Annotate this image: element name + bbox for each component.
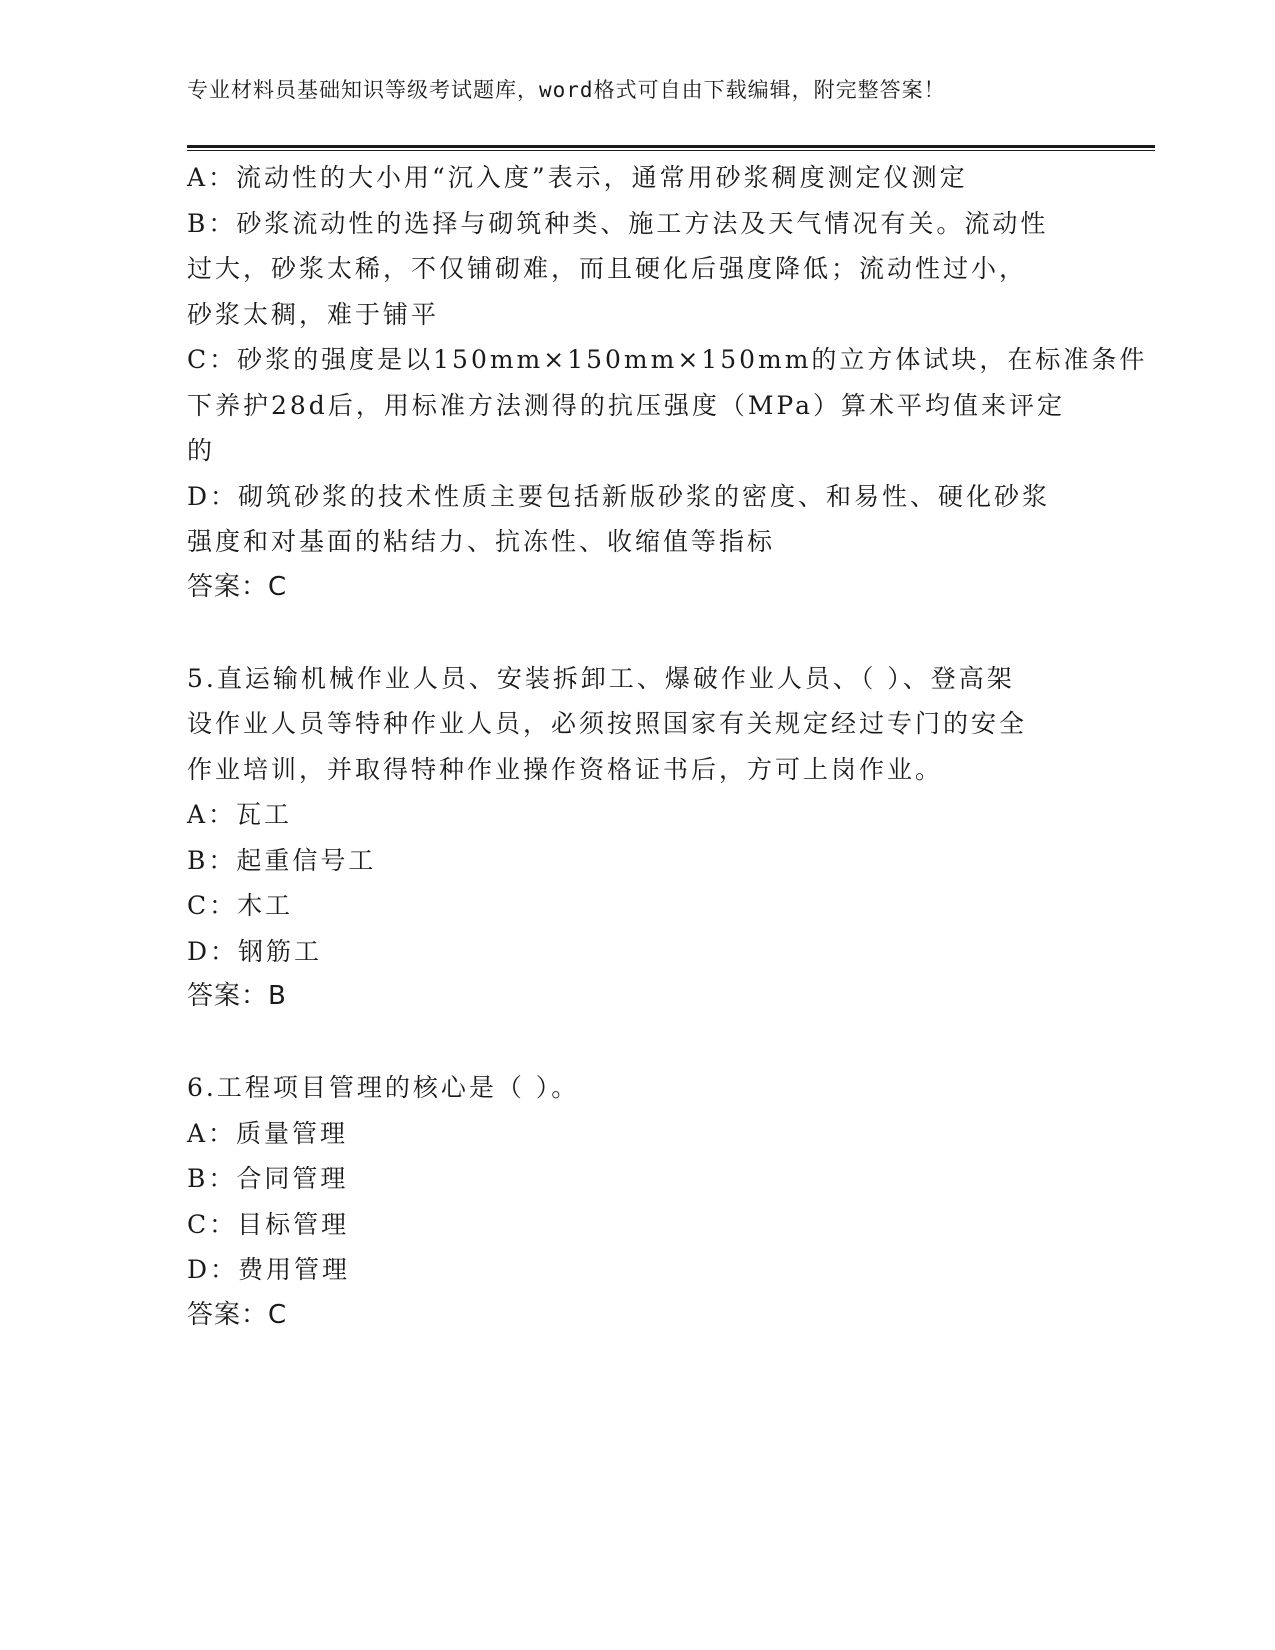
question-content [187, 155, 1148, 1338]
text-line: D：砌筑砂浆的技术性质主要包括新版砂浆的密度、和易性、硬化砂浆 [187, 481, 1051, 511]
q5-option-d: D：钢筋工 [187, 936, 323, 966]
text-line: 5.直运输机械作业人员、安装拆卸工、爆破作业人员、（ ）、登高架 [187, 663, 1015, 693]
q4-answer: 答案：C [187, 571, 288, 602]
q4-option-d [187, 474, 1087, 565]
text-line: 砂浆太稠，难于铺平 [187, 299, 440, 329]
q5-stem [187, 656, 1087, 793]
q5-option-c: C：木工 [187, 891, 294, 920]
q6-option-c: C：目标管理 [187, 1209, 350, 1239]
text-line: 6.工程项目管理的核心是（ ）。 [187, 1073, 580, 1102]
q5-option-b: B：起重信号工 [187, 845, 377, 875]
q5-answer: 答案：B [187, 981, 287, 1011]
text-line: 的 [187, 436, 216, 465]
text-line: 过大，砂浆太稀，不仅铺砌难，而且硬化后强度降低；流动性过小， [187, 254, 1028, 283]
page-header: 专业材料员基础知识等级考试题库，word格式可自由下载编辑，附完整答案！ [187, 78, 946, 102]
text-line: B：砂浆流动性的选择与砌筑种类、施工方法及天气情况有关。流动性 [187, 208, 1049, 238]
q6-option-d: D：费用管理 [187, 1255, 351, 1284]
text-line: 下养护28d后，用标准方法测得的抗压强度（MPa）算术平均值来评定 [187, 390, 1066, 420]
text-line: 作业培训，并取得特种作业操作资格证书后，方可上岗作业。 [187, 754, 944, 784]
text-line: 设作业人员等特种作业人员，必须按照国家有关规定经过专门的安全 [187, 709, 1028, 738]
text-line: A：流动性的大小用“沉入度”表示，通常用砂浆稠度测定仪测定 [187, 163, 968, 192]
q6-stem [187, 1065, 1087, 1111]
q6-option-a: A：质量管理 [187, 1118, 349, 1148]
q4-option-c [187, 337, 1148, 474]
text-line: C：砂浆的强度是以150mm×150mm×150mm的立方体试块，在标准条件 [187, 345, 1148, 374]
q4-option-a [187, 155, 1087, 201]
q6-option-b: B：合同管理 [187, 1164, 349, 1193]
q6-answer: 答案：C [187, 1299, 288, 1330]
text-line: 强度和对基面的粘结力、抗冻性、收缩值等指标 [187, 527, 776, 556]
q4-option-b [187, 201, 1087, 338]
header-divider [187, 145, 1155, 151]
q5-option-a: A：瓦工 [187, 800, 293, 829]
